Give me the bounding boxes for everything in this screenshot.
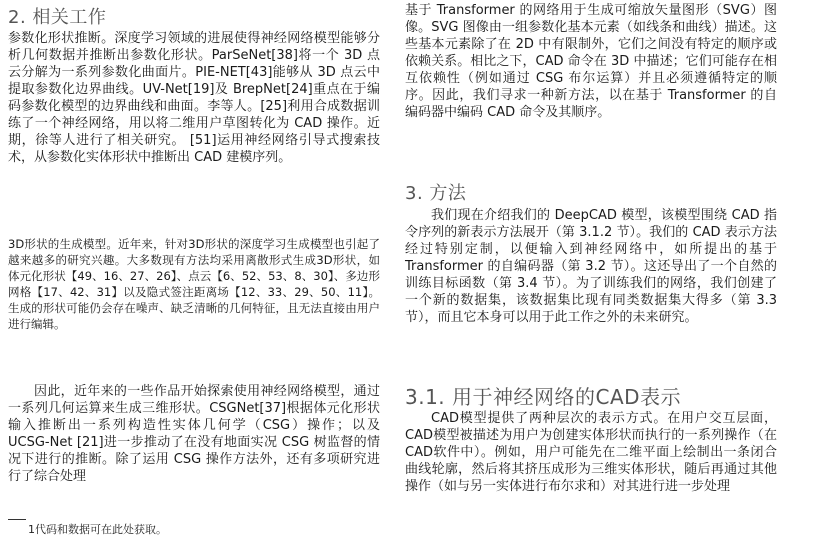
paragraph-csg: 因此，近年来的一些作品开始探索使用神经网络模型，通过一系列几何运算来生成三维形状。CSGNet[37]根据体元化形状输入推断出一系列构造性实体几何学（CSG）操作；以及 UCSG-Net [21]进一步推动了在没有地面实况 CSG 树监督的情况下进行的推断。除了运用 CSG 操作方法外，还有多项研究进行了综合处理 — [8, 384, 380, 484]
footnote: 1代码和数据可在此处获取。 — [28, 523, 167, 536]
paragraph-parametric-inference: 参数化形状推断。深度学习领域的进展使得神经网络模型能够分析几何数据并推断出参数化形状。ParSeNet[38]将一个 3D 点云分解为一系列参数化曲面片。PIE-NET[43]能够从 3D 点云中提取参数化边界曲线。UV-Net[19]及 BrepNet[24]重点在于编码参数化模型的边界曲线和曲面。李等人。[25]利用合成数据训练了一个神经网络，用以将二维用户草图转化为 CAD 操作。近期，徐等人进行了相关研究。 [51]运用神经网络引导式搜索技术，从参数化实体形状中推断出 CAD 建模序列。 — [8, 31, 380, 165]
paragraph-svg-transformer: 基于 Transformer 的网络用于生成可缩放矢量图形（SVG）图像。SVG 图像由一组参数化基本元素（如线条和曲线）描述。这些基本元素除了在 2D 中有限制外，它们之间没有特定的顺序或依赖关系。相比之下，CAD 命令在 3D 中描述；它们可能存在相互依赖性（例如通过 CSG 布尔运算）并且必须遵循特定的顺序。因此，我们寻求一种新方法，以在基于 Transformer 的自编码器中编码 CAD 命令及其顺序。 — [405, 3, 777, 120]
section-heading-related-work: 2. 相关工作 — [8, 7, 107, 28]
subsection-heading-cad-representation: 3.1. 用于神经网络的CAD表示 — [405, 385, 682, 409]
footnote-rule — [8, 519, 26, 520]
section-heading-method: 3. 方法 — [405, 183, 467, 204]
paragraph-deepcad-intro: 我们现在介绍我们的 DeepCAD 模型，该模型围绕 CAD 指令序列的新表示方法展开（第 3.1.2 节）。我们的 CAD 表示方法经过特别定制，以便输入到神经网络中，如所提出的基于 Transformer 的自编码器（第 3.2 节）。这还导出了一个自然的训练目标函数（第 3.4 节）。为了训练我们的网络，我们创建了一个新的数据集，该数据集比现有同类数据集大得多（第 3.3 节），而且它本身可以用于此工作之外的未来研究。 — [405, 208, 777, 325]
paragraph-cad-levels: CAD模型提供了两种层次的表示方式。在用户交互层面，CAD模型被描述为用户为创建实体形状而执行的一系列操作（在CAD软件中）。例如，用户可能先在二维平面上绘制出一条闭合曲线轮廓，然后将其挤压成形为三维实体形状，随后再通过其他操作（如与另一实体进行布尔求和）对其进行进一步处理 — [405, 411, 777, 494]
paragraph-generative-models: 3D形状的生成模型。近年来，针对3D形状的深度学习生成模型也引起了越来越多的研究兴趣。大多数现有方法均采用离散形式生成3D形状，如体元化形状【49、16、27、26】、点云【6、52、53、8、30】、多边形网格【17、42、31】以及隐式签注距离场【12、33、29、50、11】。生成的形状可能仍会存在噪声、缺乏清晰的几何特征，且无法直接由用户进行编辑。 — [8, 237, 380, 331]
